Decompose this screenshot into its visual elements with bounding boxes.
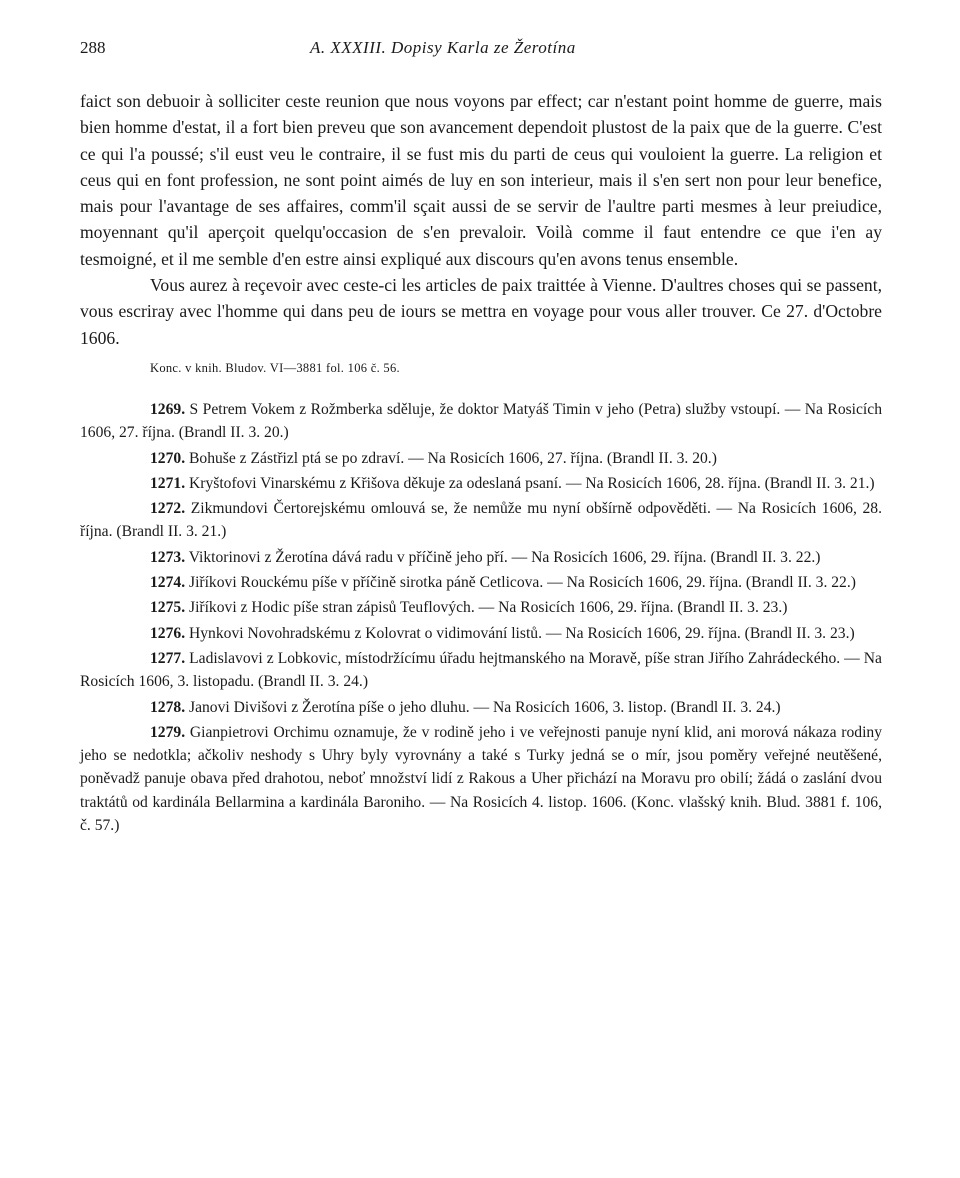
entry-text: Kryštofovi Vinarskému z Křišova děkuje za odeslaná psaní. — Na Rosicích 1606, 28. října. (Brandl II. 3. 21.) xyxy=(189,474,875,492)
register-entry xyxy=(80,497,882,544)
document-page xyxy=(80,38,882,839)
register-entry xyxy=(80,721,882,837)
register-entry xyxy=(80,596,882,619)
entry-number: 1270. xyxy=(150,449,186,467)
entry-number: 1269. xyxy=(150,400,186,418)
entry-number: 1276. xyxy=(150,624,186,642)
entry-number: 1279. xyxy=(150,723,186,741)
entry-number: 1271. xyxy=(150,474,186,492)
entry-text: Jiříkovi Rouckému píše v příčině sirotka páně Cetlicova. — Na Rosicích 1606, 29. října. (Brandl II. 3. 22.) xyxy=(189,574,856,592)
entry-text: Viktorinovi z Žerotína dává radu v příčině jeho pří. — Na Rosicích 1606, 29. října. (Brandl II. 3. 22.) xyxy=(188,548,821,566)
source-note: Konc. v knih. Bludov. VI—3881 fol. 106 č. 56. xyxy=(150,360,400,375)
entry-number: 1274. xyxy=(150,574,186,592)
letter-paragraph: Vous aurez à reçevoir avec ceste-ci les articles de paix traittée à Vienne. D'aultres choses qui se passent, vous escriray avec l'homme qui dans peu de iours se mettra en voyage pour vous aller trouver. Ce 27. d'Octobre 1606. xyxy=(80,275,882,348)
entry-text: Hynkovi Novohradskému z Kolovrat o vidimování listů. — Na Rosicích 1606, 29. října. (Brandl II. 3. 23.) xyxy=(189,624,855,642)
page-number: 288 xyxy=(80,38,106,57)
register-entry xyxy=(80,398,882,445)
entry-text: Bohuše z Zástřizl ptá se po zdraví. — Na Rosicích 1606, 27. října. (Brandl II. 3. 20.) xyxy=(189,449,717,467)
entry-text: Zikmundovi Čertorejskému omlouvá se, že nemůže mu nyní obšírně odpověděti. — Na Rosicích 1606, 28. října. (Brandl II. 3. 21.) xyxy=(80,500,882,541)
register-entry xyxy=(80,647,882,694)
page-header xyxy=(80,38,882,74)
register-entries xyxy=(80,398,882,837)
entry-text: Jiříkovi z Hodic píše stran zápisů Teuflových. — Na Rosicích 1606, 29. října. (Brandl II. 3. 23.) xyxy=(189,599,788,617)
letter-text xyxy=(80,88,882,351)
entry-text: Ladislavovi z Lobkovic, místodržícímu úřadu hejtmanského na Moravě, píše stran Jiřího Zahrádeckého. — Na Rosicích 1606, 3. listopadu. (Brandl II. 3. 24.) xyxy=(80,649,882,691)
entry-text: Gianpietrovi Orchimu oznamuje, že v rodině jeho i ve veřejnosti panuje nyní klid, ani morová nákaza rodiny jeho se nedotkla; ačkoliv neshody s Uhry byly vyrovnány a také s Turky jedná se o mír, jsou poměry veřejné neutěšené, poněvadž panuje obava před drahotou, neboť množství lidí z Rakous a Uher přichází na Moravu pro obilí; žádá o zaslání dvou traktátů od kardinála Bellarmina a kardinála Baronihо. — Na Rosicích 4. listop. 1606. (Konc. vlašský knih. Blud. 3881 f. 106, č. 57.) xyxy=(80,723,882,835)
letter-paragraph: faict son debuoir à solliciter ceste reunion que nous voyons par effect; car n'estant point homme de guerre, mais bien homme d'estat, il a fort bien preveu que son avancement dependoit plustost de la paix que de la guerre. C'est ce qui l'a poussé; s'il eust veu le contraire, il se fust mis du parti de ceus qui vouloient la guerre. La religion et ceus qui en font profession, ne sont point aimés de luy en son interieur, mais il s'en sert non pour leur benefice, mais pour l'avantage de ses affaires, comm'il sçait aussi de se servir de l'aultre parti mesmes à leur preiudice, moyennant qu'il aperçoit quelqu'occasion de s'en prevaloir. Voilà comme il faut entendre ce que i'en ay tesmoigné, et il me semble d'en estre ainsi expliqué aux discours qu'en avons tenus ensemble. xyxy=(80,91,882,269)
entry-text: Janovi Divišovi z Žerotína píše o jeho dluhu. — Na Rosicích 1606, 3. listop. (Brandl II. 3. 24.) xyxy=(189,698,781,716)
entry-number: 1278. xyxy=(150,698,186,716)
entry-number: 1272. xyxy=(150,500,186,518)
register-entry xyxy=(80,571,882,594)
register-entry xyxy=(80,696,882,719)
register-entry xyxy=(80,447,882,470)
entry-text: S Petrem Vokem z Rožmberka sděluje, že doktor Matyáš Timin v jeho (Petra) služby vstoupí. — Na Rosicích 1606, 27. října. (Brandl II. 3. 20.) xyxy=(80,400,882,442)
entry-number: 1277. xyxy=(150,649,186,667)
register-entry xyxy=(80,622,882,645)
entry-number: 1275. xyxy=(150,599,186,617)
running-title: A. XXXIII. Dopisy Karla ze Žerotína xyxy=(310,38,576,57)
register-entry xyxy=(80,546,882,569)
entry-number: 1273. xyxy=(150,548,186,566)
register-entry xyxy=(80,472,882,495)
